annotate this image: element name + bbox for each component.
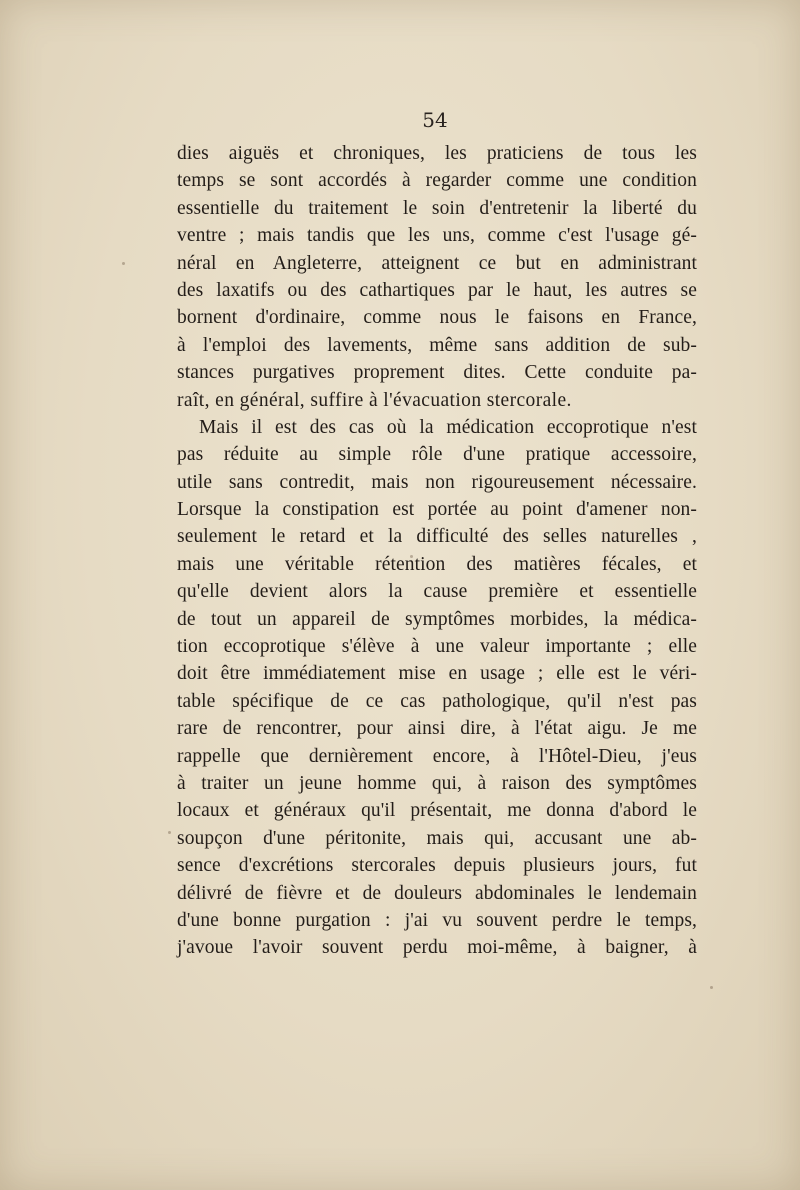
text-line: à l'emploi des lavements, même sans addition de sub- <box>177 334 697 356</box>
text-line: des laxatifs ou des cathartiques par le haut, les autres se <box>177 279 697 301</box>
text-line: dies aiguës et chroniques, les praticiens de tous les <box>177 143 697 164</box>
text-line: j'avoue l'avoir souvent perdu moi-même, à baigner, à <box>177 937 697 959</box>
paper-speck <box>710 986 713 989</box>
text-line: qu'elle devient alors la cause première et essentielle <box>177 581 697 603</box>
text-line: Mais il est des cas où la médication eccoprotique n'est <box>199 416 697 438</box>
body-text <box>177 140 697 962</box>
text-line: Lorsque la constipation est portée au point d'amener non- <box>177 499 697 521</box>
text-line: à traiter un jeune homme qui, à raison des symptômes <box>177 772 697 794</box>
text-line: mais une véritable rétention des matières fécales, et <box>177 553 697 575</box>
text-line: soupçon d'une péritonite, mais qui, accusant une ab- <box>177 827 697 849</box>
text-line: stances purgatives proprement dites. Cette conduite pa- <box>177 362 697 384</box>
text-line: temps se sont accordés à regarder comme une condition <box>177 170 697 192</box>
paper-speck <box>168 831 171 834</box>
text-line: raît, en général, suffire à l'évacuation stercorale. <box>177 389 572 411</box>
text-line: délivré de fièvre et de douleurs abdominales le lendemain <box>177 882 697 904</box>
text-line: rare de rencontrer, pour ainsi dire, à l'état aigu. Je me <box>177 718 697 740</box>
text-line: utile sans contredit, mais non rigoureusement nécessaire. <box>177 471 697 493</box>
text-line: essentielle du traitement le soin d'entretenir la liberté du <box>177 197 697 219</box>
text-line: d'une bonne purgation : j'ai vu souvent perdre le temps, <box>177 909 697 931</box>
text-line: sence d'excrétions stercorales depuis plusieurs jours, fut <box>177 855 697 877</box>
text-line: tion eccoprotique s'élève à une valeur importante ; elle <box>177 636 697 658</box>
text-line: néral en Angleterre, atteignent ce but en administrant <box>177 252 697 274</box>
text-line: bornent d'ordinaire, comme nous le faisons en France, <box>177 307 697 329</box>
text-line: ventre ; mais tandis que les uns, comme c'est l'usage gé- <box>177 225 697 247</box>
paper-speck <box>122 262 125 265</box>
text-line: rappelle que dernièrement encore, à l'Hôtel-Dieu, j'eus <box>177 745 697 767</box>
page-number: 54 <box>422 108 448 132</box>
text-line: table spécifique de ce cas pathologique, qu'il n'est pas <box>177 690 697 712</box>
text-line: de tout un appareil de symptômes morbides, la médica- <box>177 608 697 630</box>
text-line: pas réduite au simple rôle d'une pratique accessoire, <box>177 444 697 466</box>
text-line: locaux et généraux qu'il présentait, me donna d'abord le <box>177 800 697 822</box>
text-line: doit être immédiatement mise en usage ; elle est le véri- <box>177 663 697 685</box>
paper-speck <box>410 555 413 558</box>
text-line: seulement le retard et la difficulté des selles naturelles , <box>177 526 697 548</box>
